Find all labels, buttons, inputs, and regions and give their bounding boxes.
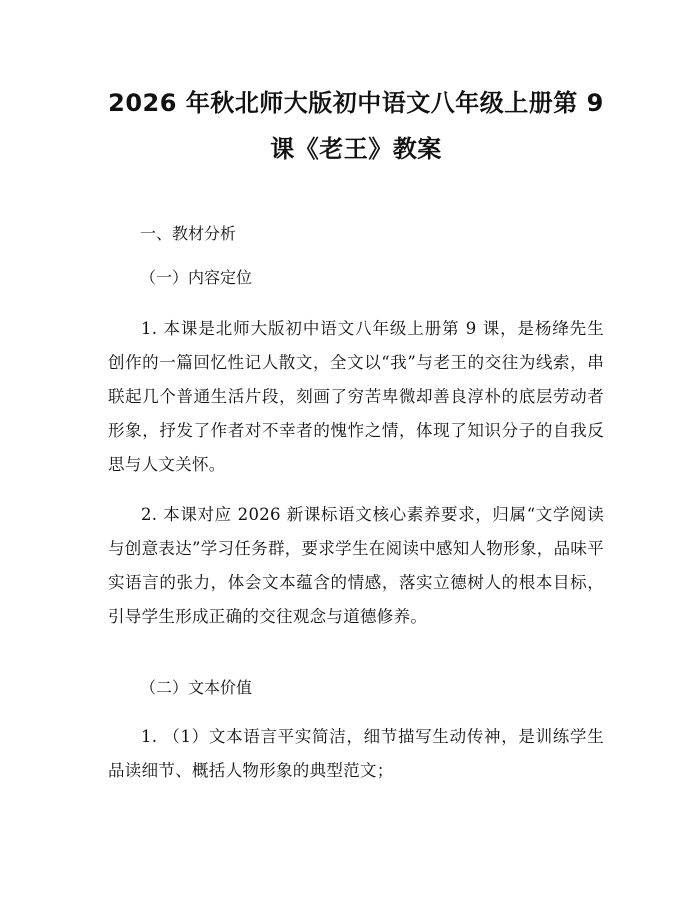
document-title <box>108 0 604 172</box>
subsection-heading-content-positioning: （一）内容定位 <box>140 268 253 287</box>
document-title-line-2: 课《老王》教案 <box>270 135 442 163</box>
paragraph-lesson-overview: 1. 本课是北师大版初中语文八年级上册第 9 课，是杨绛先生创作的一篇回忆性记人散文，全文以“我”与老王的交往为线索，串联起几个普通生活片段，刻画了穷苦卑微却善良淳朴的底层劳动者形象，抒发了作者对不幸者的愧怍之情，体现了知识分子的自我反思与人文关怀。 <box>108 319 604 474</box>
document-title-line-1: 2026 年秋北师大版初中语文八年级上册第 9 <box>108 89 604 117</box>
section-heading-teaching-material-analysis: 一、教材分析 <box>140 224 237 243</box>
subsection-heading-text-value: （二）文本价值 <box>140 678 253 697</box>
paragraph-text-value-1: 1. （1）文本语言平实简洁，细节描写生动传神，是训练学生品读细节、概括人物形象的典型范文； <box>108 727 604 780</box>
paragraph-curriculum-standard: 2. 本课对应 2026 新课标语文核心素养要求，归属“文学阅读与创意表达”学习任务群，要求学生在阅读中感知人物形象，品味平实语言的张力，体会文本蕴含的情感，落实立德树人的根本目标，引导学生形成正确的交往观念与道德修养。 <box>108 505 604 626</box>
